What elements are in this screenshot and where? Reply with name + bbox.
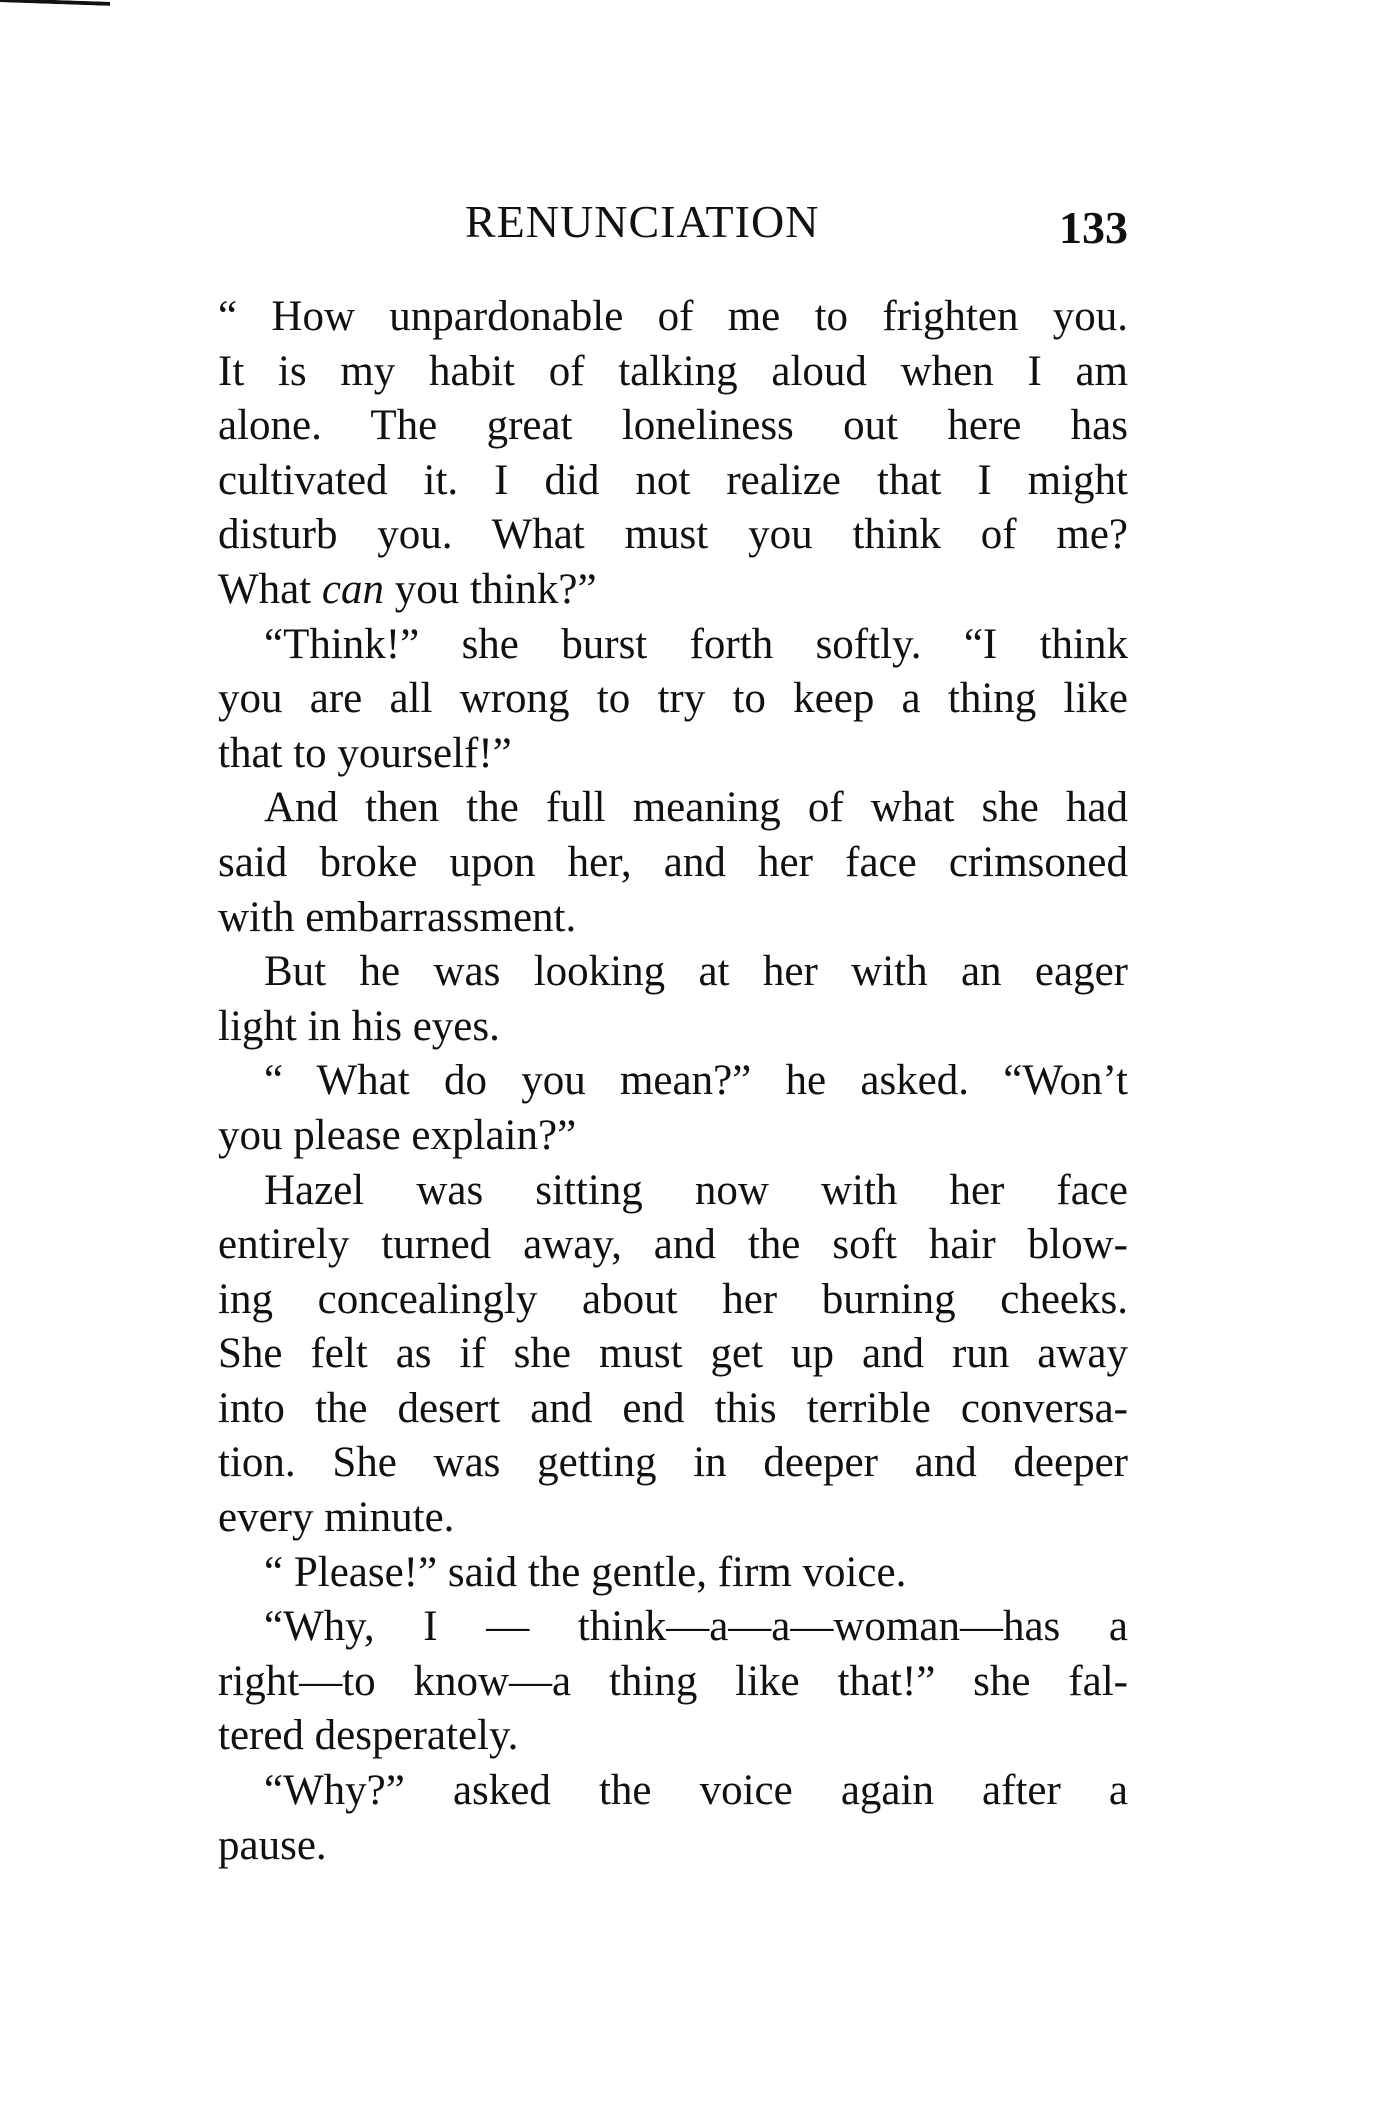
text-line: light in his eyes.	[218, 1002, 500, 1050]
text-line: alone. The great loneliness out here has	[218, 402, 1128, 450]
text-line: “ How unpardonable of me to frighten you.	[218, 293, 1128, 340]
text-line: But he was looking at her with an eager	[264, 948, 1128, 996]
text-line: “Why?” asked the voice again after a	[264, 1767, 1128, 1815]
text-line: tered desperately.	[218, 1712, 519, 1760]
page-header	[218, 195, 1128, 265]
text-line: ing concealingly about her burning cheeks.	[218, 1275, 1128, 1323]
text-line: tion. She was getting in deeper and deeper	[218, 1439, 1128, 1487]
text-line: It is my habit of talking aloud when I am	[218, 347, 1128, 395]
body-text	[218, 290, 1128, 1873]
text-line: you please explain?”	[218, 1111, 577, 1159]
text-line: “Think!” she burst forth softly. “I think	[264, 620, 1128, 668]
text-line: Hazel was sitting now with her face	[264, 1166, 1128, 1214]
text-line: that to yourself!”	[218, 729, 512, 777]
text-line: And then the full meaning of what she had	[264, 784, 1128, 832]
text-line: every minute.	[218, 1494, 455, 1542]
text-line: She felt as if she must get up and run away	[218, 1330, 1128, 1378]
text-line: disturb you. What must you think of me?	[218, 511, 1128, 559]
text-line: cultivated it. I did not realize that I might	[218, 456, 1128, 504]
text-line: entirely turned away, and the soft hair blow-	[218, 1221, 1128, 1269]
italic-emphasis: can	[321, 565, 384, 613]
text-line: said broke upon her, and her face crimsoned	[218, 838, 1128, 886]
scan-corner-mark	[0, 0, 110, 20]
running-title: RENUNCIATION	[465, 196, 820, 247]
text-line: you are all wrong to try to keep a thing like	[218, 675, 1128, 723]
text-line-with-italic: What can you think?”	[218, 565, 597, 613]
text-line: right—to know—a thing like that!” she fal-	[218, 1657, 1128, 1705]
text-line: into the desert and end this terrible conversa-	[218, 1384, 1128, 1432]
text-line: “ Please!” said the gentle, firm voice.	[264, 1548, 907, 1596]
text-line: “Why, I — think—a—a—woman—has a	[264, 1603, 1128, 1651]
text-line: pause.	[218, 1821, 327, 1869]
text-line: with embarrassment.	[218, 893, 577, 941]
text-line: “ What do you mean?” he asked. “Won’t	[264, 1057, 1128, 1105]
page-number: 133	[1059, 202, 1128, 253]
